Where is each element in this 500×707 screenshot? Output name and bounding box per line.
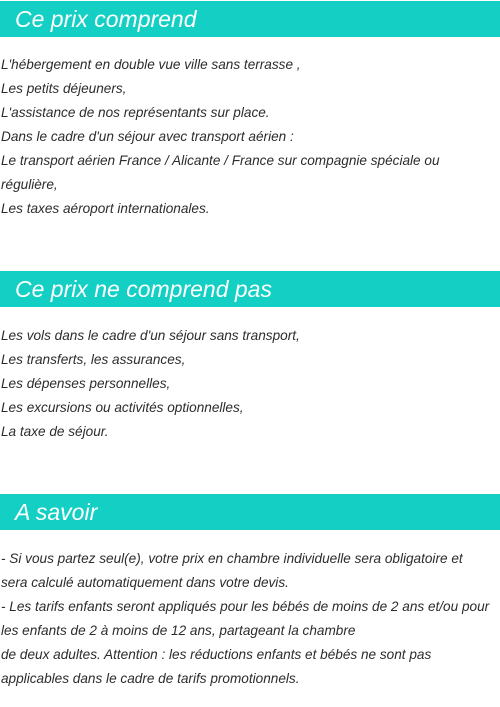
text-line: Les petits déjeuners, [1,81,127,96]
text-line: régulière, [1,177,58,192]
section-body-good-to-know [1,547,499,691]
text-line: sera calculé automatiquement dans votre devis. [1,575,289,590]
text-line: Les dépenses personnelles, [1,376,171,391]
text-line: de deux adultes. Attention : les réductions enfants et bébés ne sont pas [1,647,432,662]
text-line: Les taxes aéroport internationales. [1,201,210,216]
section-body-not-included [1,324,499,444]
text-line: applicables dans le cadre de tarifs promotionnels. [1,671,300,686]
text-line: Le transport aérien France / Alicante / France sur compagnie spéciale ou [1,153,440,168]
text-line: Les excursions ou activités optionnelles, [1,400,244,415]
section-body-included [1,53,499,221]
text-line: - Les tarifs enfants seront appliqués pour les bébés de moins de 2 ans et/ou pour [1,599,490,614]
text-line: L'assistance de nos représentants sur place. [1,105,270,120]
section-heading-not-included: Ce prix ne comprend pas [0,271,500,307]
section-heading-good-to-know: A savoir [0,494,500,530]
section-heading-included: Ce prix comprend [0,1,500,37]
text-line: La taxe de séjour. [1,424,109,439]
text-line: L'hébergement en double vue ville sans terrasse , [1,57,301,72]
text-line: Les transferts, les assurances, [1,352,186,367]
text-line: les enfants de 2 à moins de 12 ans, partageant la chambre [1,623,356,638]
text-line: Dans le cadre d'un séjour avec transport aérien : [1,129,294,144]
text-line: Les vols dans le cadre d'un séjour sans transport, [1,328,300,343]
text-line: - Si vous partez seul(e), votre prix en chambre individuelle sera obligatoire et [1,551,463,566]
